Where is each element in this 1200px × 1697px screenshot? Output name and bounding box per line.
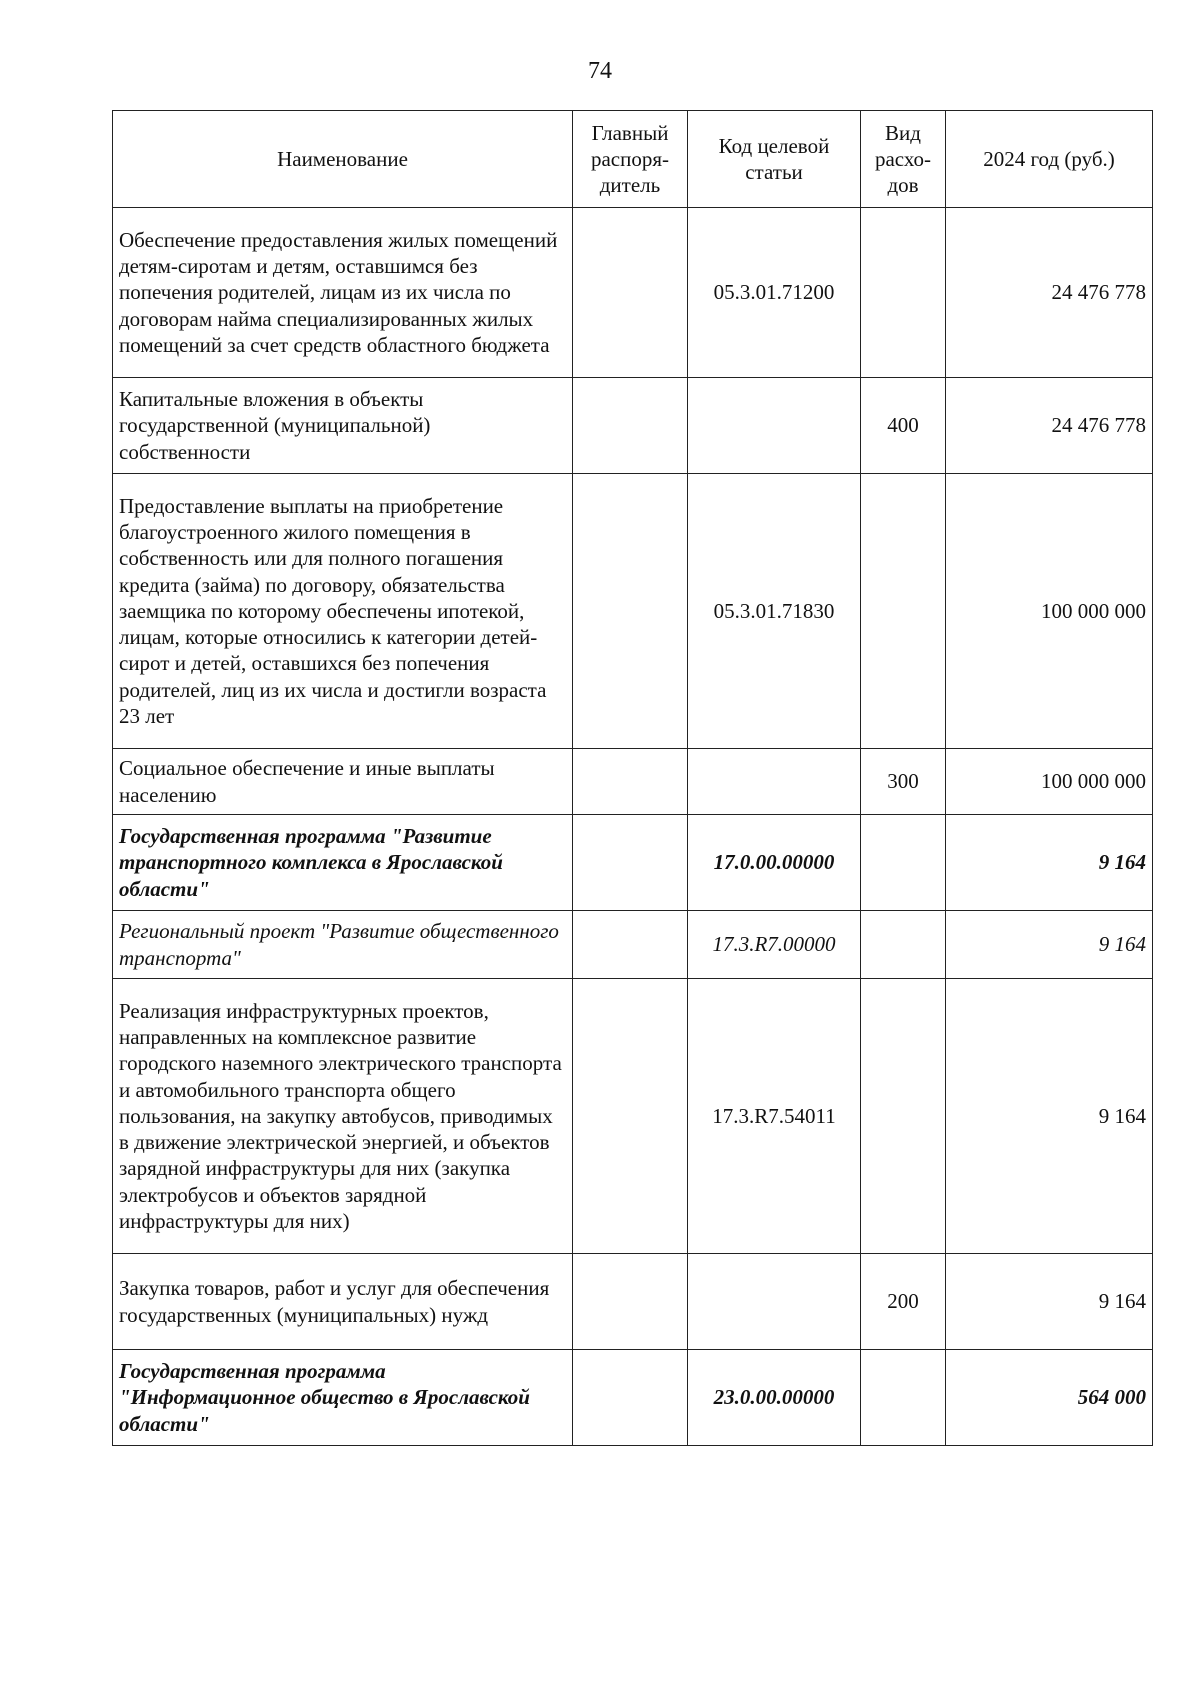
table-row [113,208,1153,378]
row-code [688,1254,861,1350]
row-kind [861,815,946,911]
row-admin [573,474,688,749]
row-code [688,749,861,815]
row-amount: 9 164 [946,979,1153,1254]
header-kind: Вид расхо-дов [861,111,946,208]
row-name: Реализация инфраструктурных проектов, направленных на комплексное развитие городского наземного электрического транспорта и автомобильного транспорта общего пользования, на закупку автобусов, приводимых в движение электрической энергией, и объектов зарядной инфраструктуры для них (закупка электробусов и объектов зарядной инфраструктуры для них) [113,979,573,1254]
header-name: Наименование [113,111,573,208]
table-row [113,1254,1153,1350]
row-kind [861,474,946,749]
budget-table [112,110,1153,1446]
row-amount: 100 000 000 [946,474,1153,749]
table-row [113,474,1153,749]
row-kind [861,911,946,979]
row-name: Региональный проект "Развитие общественного транспорта" [113,911,573,979]
row-code: 23.0.00.00000 [688,1350,861,1446]
table-row [113,378,1153,474]
row-admin [573,911,688,979]
row-name: Капитальные вложения в объекты государственной (муниципальной) собственности [113,378,573,474]
row-admin [573,815,688,911]
table-row [113,749,1153,815]
row-admin [573,1254,688,1350]
row-name: Закупка товаров, работ и услуг для обеспечения государственных (муниципальных) нужд [113,1254,573,1350]
row-kind [861,979,946,1254]
header-amount: 2024 год (руб.) [946,111,1153,208]
row-kind [861,1350,946,1446]
table-row-program [113,815,1153,911]
header-admin: Главный распоря-дитель [573,111,688,208]
table-row [113,979,1153,1254]
table-row-program [113,1350,1153,1446]
row-amount: 9 164 [946,911,1153,979]
row-admin [573,1350,688,1446]
header-code: Код целевой статьи [688,111,861,208]
row-kind: 200 [861,1254,946,1350]
row-amount: 9 164 [946,815,1153,911]
row-kind [861,208,946,378]
row-code [688,378,861,474]
row-name: Государственная программа "Развитие транспортного комплекса в Ярославской области" [113,815,573,911]
row-admin [573,378,688,474]
row-kind: 300 [861,749,946,815]
row-kind: 400 [861,378,946,474]
row-amount: 100 000 000 [946,749,1153,815]
row-admin [573,749,688,815]
row-code: 17.3.R7.00000 [688,911,861,979]
row-amount: 564 000 [946,1350,1153,1446]
row-code: 05.3.01.71830 [688,474,861,749]
row-name: Социальное обеспечение и иные выплаты населению [113,749,573,815]
row-amount: 9 164 [946,1254,1153,1350]
row-amount: 24 476 778 [946,378,1153,474]
row-name: Государственная программа "Информационное общество в Ярославской области" [113,1350,573,1446]
row-code: 17.0.00.00000 [688,815,861,911]
table-header-row [113,111,1153,208]
table-body [113,208,1153,1446]
row-admin [573,208,688,378]
row-code: 05.3.01.71200 [688,208,861,378]
page-number: 74 [588,58,612,84]
row-name: Предоставление выплаты на приобретение благоустроенного жилого помещения в собственность или для полного погашения кредита (займа) по договору, обязательства заемщика по которому обеспечены ипотекой, лицам, которые относились к категории детей-сирот и детей, оставшихся без попечения родителей, лиц из их числа и достигли возраста 23 лет [113,474,573,749]
row-admin [573,979,688,1254]
row-name: Обеспечение предоставления жилых помещений детям-сиротам и детям, оставшимся без попечения родителей, лицам из их числа по договорам найма специализированных жилых помещений за счет средств областного бюджета [113,208,573,378]
row-code: 17.3.R7.54011 [688,979,861,1254]
table-row-project [113,911,1153,979]
row-amount: 24 476 778 [946,208,1153,378]
